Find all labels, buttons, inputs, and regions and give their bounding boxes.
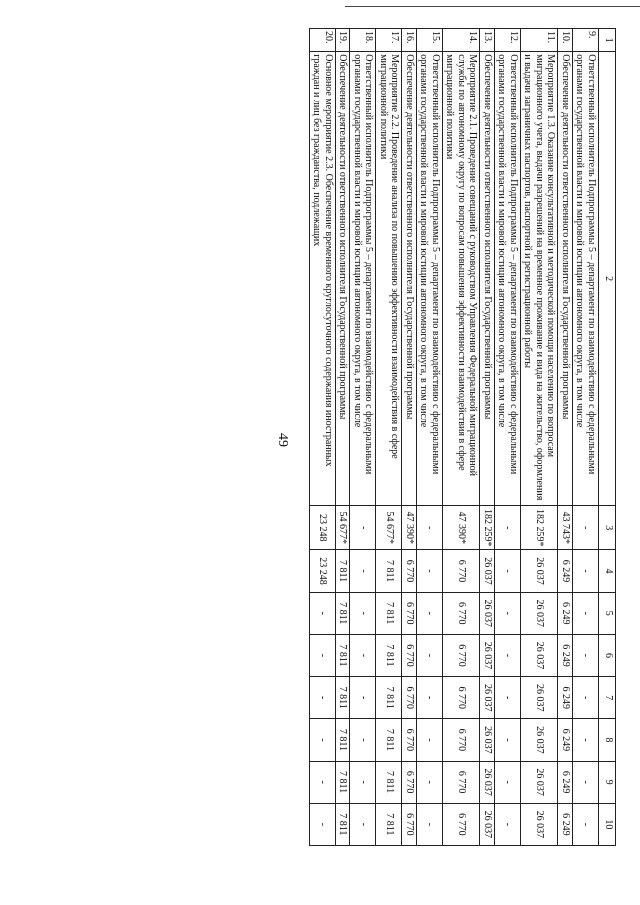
row-value: 54 677*: [376, 506, 402, 550]
row-number: 13.: [480, 29, 495, 52]
row-value: -: [417, 506, 443, 550]
column-header: 2: [599, 52, 616, 506]
row-value: 6 770: [443, 677, 481, 719]
row-number: 15.: [417, 29, 443, 52]
row-value: -: [495, 634, 521, 676]
table-row: [558, 29, 573, 846]
row-value: 47 390*: [443, 506, 481, 550]
row-value: 26 037: [480, 803, 495, 845]
rotated-table-container: [309, 28, 616, 846]
table-row: [480, 29, 495, 846]
row-value: 26 037: [521, 677, 559, 719]
row-description: Обеспечение деятельности ответственного исполнителя Государственной программы: [336, 52, 351, 506]
row-value: -: [573, 803, 599, 845]
row-number: 20.: [310, 29, 336, 52]
row-value: 6 770: [402, 634, 417, 676]
row-value: -: [495, 677, 521, 719]
row-value: 7 811: [376, 761, 402, 803]
row-value: -: [350, 803, 376, 845]
row-value: -: [495, 506, 521, 550]
row-value: 23 248: [310, 506, 336, 550]
row-description: Мероприятие 2.1. Проведение совещаний с руководством Управления Федеральной миграционной службы по автономному округу по вопросам повышения эффективности взаимодействия в сфере миграционной политики: [443, 52, 481, 506]
row-value: 26 037: [521, 761, 559, 803]
table-body: [310, 29, 599, 846]
row-value: -: [495, 592, 521, 634]
row-value: 7 811: [376, 634, 402, 676]
column-header: 8: [599, 719, 616, 761]
row-value: -: [417, 634, 443, 676]
row-value: 7 811: [376, 592, 402, 634]
row-number: 19.: [336, 29, 351, 52]
row-value: -: [495, 761, 521, 803]
row-value: 6 249: [558, 803, 573, 845]
row-value: -: [310, 719, 336, 761]
table-row: [573, 29, 599, 846]
table-row: [495, 29, 521, 846]
row-value: 6 249: [558, 592, 573, 634]
row-value: -: [310, 803, 336, 845]
column-header: 6: [599, 634, 616, 676]
column-header: 4: [599, 550, 616, 592]
row-value: -: [417, 761, 443, 803]
table-row: [521, 29, 559, 846]
row-description: Обеспечение деятельности ответственного исполнителя Государственной программы: [558, 52, 573, 506]
row-value: 43 743*: [558, 506, 573, 550]
row-value: 7 811: [336, 719, 351, 761]
row-value: -: [417, 550, 443, 592]
row-value: 6 770: [443, 719, 481, 761]
row-value: 6 770: [443, 634, 481, 676]
column-header: 3: [599, 506, 616, 550]
row-value: -: [495, 550, 521, 592]
row-value: -: [573, 677, 599, 719]
row-value: 26 037: [521, 634, 559, 676]
page-number: 49: [275, 433, 290, 447]
row-value: 6 770: [402, 550, 417, 592]
row-value: -: [350, 592, 376, 634]
row-description: Мероприятие 2.2. Проведение анализа по повышению эффективности взаимодействия в сфере миграционной политики: [376, 52, 402, 506]
row-value: 26 037: [521, 719, 559, 761]
row-description: Ответственный исполнитель Подпрограммы 5 – департамент по взаимодействию с федеральными органами государственной власти и мировой юстиции автономного округа, в том числе: [350, 52, 376, 506]
row-value: 7 811: [376, 677, 402, 719]
row-description: Мероприятие 1.3. Оказание консультативной и методической помощи населению по вопросам миграционного учета, выдачи разрешений на временное проживание и вида на жительство, оформления и выдачи заграничных паспортов, паспортной и регистрационной работы: [521, 52, 559, 506]
row-value: 6 249: [558, 634, 573, 676]
row-number: 9.: [573, 29, 599, 52]
row-value: -: [495, 803, 521, 845]
row-number: 14.: [443, 29, 481, 52]
row-value: -: [573, 634, 599, 676]
row-value: 6 249: [558, 719, 573, 761]
row-number: 18.: [350, 29, 376, 52]
row-value: 23 248: [310, 550, 336, 592]
row-value: -: [350, 506, 376, 550]
row-value: 6 770: [402, 677, 417, 719]
row-description: Обеспечение деятельности ответственного исполнителя Государственной программы: [480, 52, 495, 506]
row-value: 26 037: [480, 592, 495, 634]
row-value: 6 770: [443, 761, 481, 803]
row-value: -: [310, 592, 336, 634]
row-number: 16.: [402, 29, 417, 52]
row-value: 7 811: [336, 761, 351, 803]
row-value: 6 249: [558, 761, 573, 803]
row-value: 6 770: [443, 592, 481, 634]
row-value: -: [350, 761, 376, 803]
row-description: Ответственный исполнитель Подпрограммы 5 – департамент по взаимодействию с федеральными органами государственной власти и мировой юстиции автономного округа, в том числе: [495, 52, 521, 506]
table-row: [402, 29, 417, 846]
row-number: 17.: [376, 29, 402, 52]
row-value: 26 037: [521, 550, 559, 592]
row-value: -: [573, 550, 599, 592]
row-value: 182 259*: [480, 506, 495, 550]
row-value: -: [495, 719, 521, 761]
row-value: 7 811: [376, 719, 402, 761]
row-value: -: [310, 677, 336, 719]
row-value: -: [417, 592, 443, 634]
row-value: 7 811: [336, 592, 351, 634]
row-value: 26 037: [480, 634, 495, 676]
row-value: 6 249: [558, 550, 573, 592]
table-row: [336, 29, 351, 846]
row-value: 26 037: [480, 761, 495, 803]
table-row: [376, 29, 402, 846]
row-value: 182 259*: [521, 506, 559, 550]
row-value: 7 811: [376, 803, 402, 845]
row-description: Ответственный исполнитель Подпрограммы 5 – департамент по взаимодействию с федеральными органами государственной власти и мировой юстиции автономного округа, в том числе: [417, 52, 443, 506]
column-header: 10: [599, 803, 616, 845]
column-header: 7: [599, 677, 616, 719]
row-value: 6 770: [402, 803, 417, 845]
row-value: 26 037: [480, 550, 495, 592]
row-number: 11.: [521, 29, 559, 52]
column-header: 9: [599, 761, 616, 803]
row-value: 7 811: [336, 634, 351, 676]
table-row: [350, 29, 376, 846]
row-value: -: [310, 761, 336, 803]
column-header: 5: [599, 592, 616, 634]
row-value: -: [417, 719, 443, 761]
row-value: -: [350, 634, 376, 676]
row-value: 7 811: [336, 550, 351, 592]
row-value: 26 037: [521, 592, 559, 634]
row-value: -: [350, 677, 376, 719]
row-description: Ответственный исполнитель Подпрограммы 5 – департамент по взаимодействию с федеральными органами государственной власти и мировой юстиции автономного округа, в том числе: [573, 52, 599, 506]
row-number: 10.: [558, 29, 573, 52]
table-row: [417, 29, 443, 846]
row-value: -: [573, 719, 599, 761]
table-header-row: [599, 29, 616, 846]
column-header: 1: [599, 29, 616, 52]
row-value: 54 677*: [336, 506, 351, 550]
row-value: -: [573, 506, 599, 550]
table-row: [310, 29, 336, 846]
row-value: 7 811: [336, 677, 351, 719]
row-value: 47 390*: [402, 506, 417, 550]
row-value: -: [350, 550, 376, 592]
row-value: 26 037: [521, 803, 559, 845]
row-value: -: [350, 719, 376, 761]
row-value: -: [573, 592, 599, 634]
table-row: [443, 29, 481, 846]
row-value: 6 770: [402, 592, 417, 634]
row-value: 7 811: [376, 550, 402, 592]
row-description: Обеспечение деятельности ответственного исполнителя Государственной программы: [402, 52, 417, 506]
row-value: -: [573, 761, 599, 803]
row-description: Основное мероприятие 2.3. Обеспечение временного круглосуточного содержания иностранных граждан и лиц без гражданства, подлежащих: [310, 52, 336, 506]
row-value: 6 249: [558, 677, 573, 719]
row-value: -: [417, 803, 443, 845]
row-value: 6 770: [402, 719, 417, 761]
row-value: 6 770: [443, 803, 481, 845]
row-number: 12.: [495, 29, 521, 52]
budget-table: [309, 28, 616, 846]
top-rule: [345, 6, 640, 7]
row-value: -: [417, 677, 443, 719]
row-value: 26 037: [480, 719, 495, 761]
row-value: 6 770: [443, 550, 481, 592]
row-value: -: [310, 634, 336, 676]
row-value: 7 811: [336, 803, 351, 845]
row-value: 6 770: [402, 761, 417, 803]
row-value: 26 037: [480, 677, 495, 719]
